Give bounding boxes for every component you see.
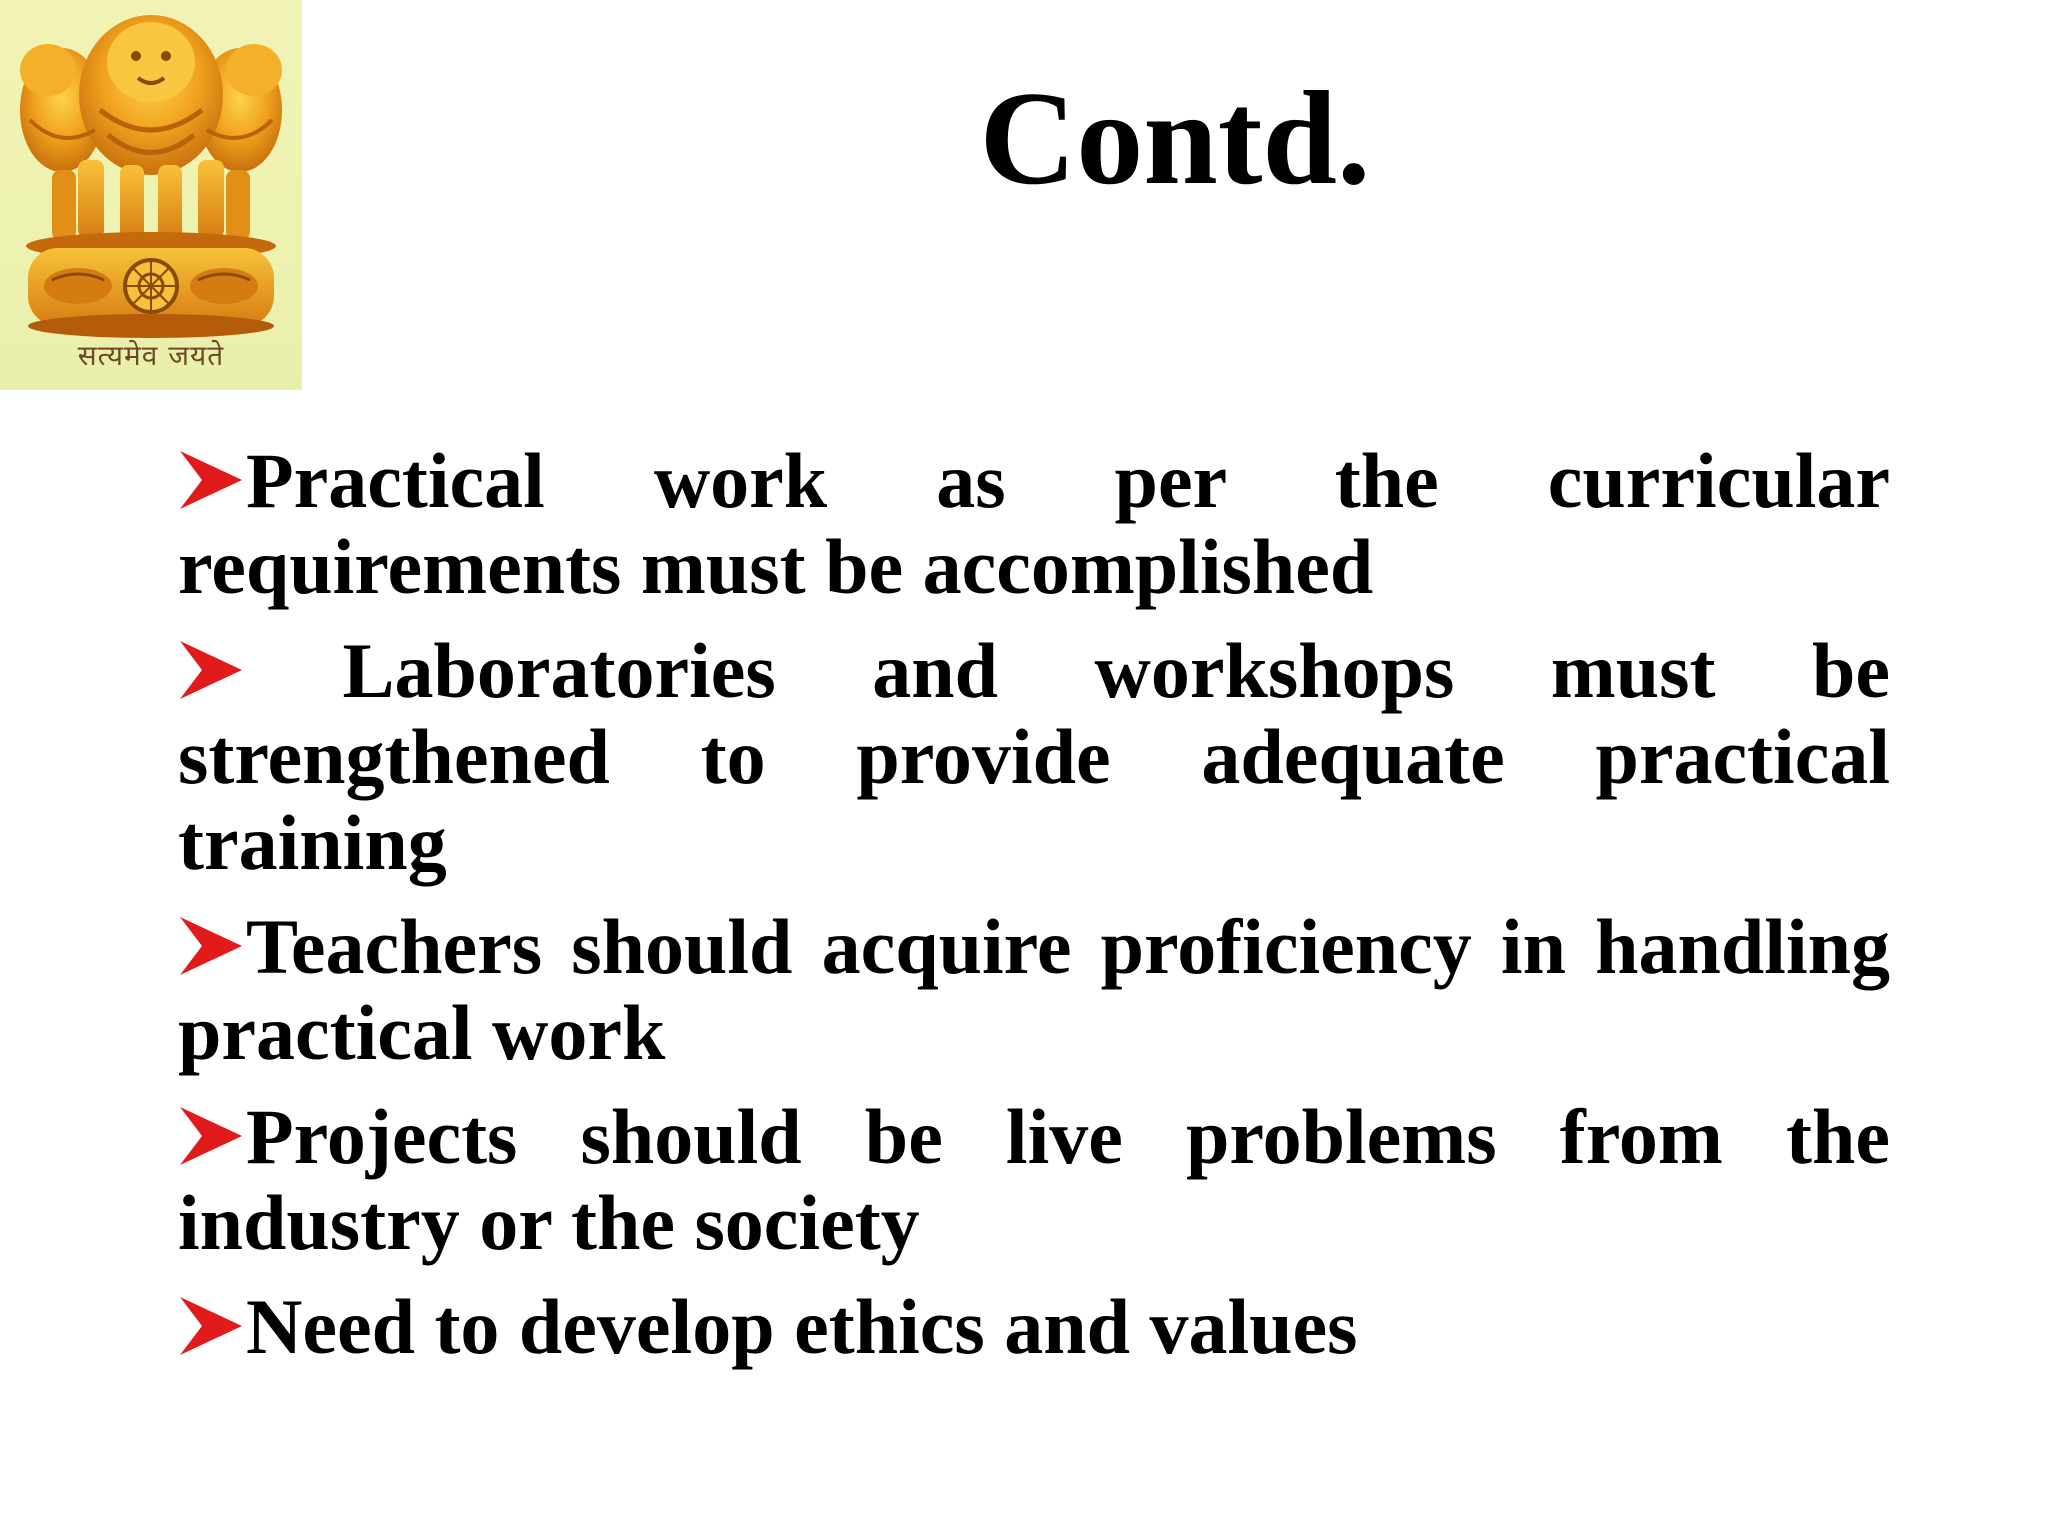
bullet-item-5 bbox=[178, 1284, 1890, 1370]
slide-title: Contd. bbox=[979, 64, 1371, 212]
national-emblem-lion-capital-icon bbox=[0, 0, 302, 390]
national-emblem bbox=[0, 0, 302, 390]
red-arrowhead-bullet-icon bbox=[178, 449, 244, 511]
bullet-text: Projects should be live problems from the industry or the society bbox=[178, 1093, 1890, 1266]
red-arrowhead-bullet-icon bbox=[178, 1295, 244, 1357]
bullet-text: Teachers should acquire proficiency in handling practical work bbox=[178, 903, 1890, 1076]
bullet-text: Laboratories and workshops must be strengthened to provide adequate practical training bbox=[178, 627, 1890, 886]
bullet-item-2 bbox=[178, 628, 1890, 886]
bullet-text: Practical work as per the curricular requirements must be accomplished bbox=[178, 437, 1890, 610]
emblem-motto: सत्यमेव जयते bbox=[77, 339, 225, 372]
red-arrowhead-bullet-icon bbox=[178, 1105, 244, 1167]
bullet-item-4 bbox=[178, 1094, 1890, 1266]
red-arrowhead-bullet-icon bbox=[178, 915, 244, 977]
bullet-item-1 bbox=[178, 438, 1890, 610]
red-arrowhead-bullet-icon bbox=[178, 639, 244, 701]
bullet-item-3 bbox=[178, 904, 1890, 1076]
bullet-text: Need to develop ethics and values bbox=[246, 1283, 1358, 1370]
bullet-list bbox=[178, 438, 1890, 1388]
